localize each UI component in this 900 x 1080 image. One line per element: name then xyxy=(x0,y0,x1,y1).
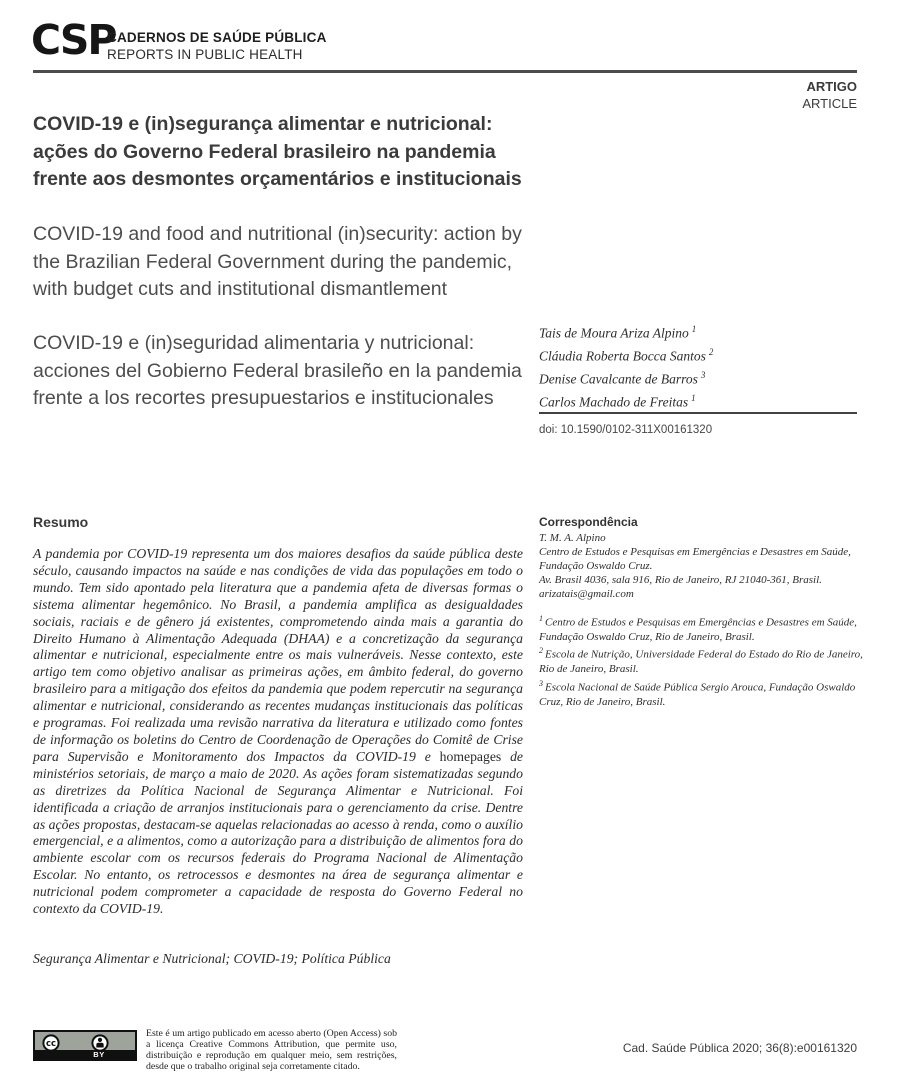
author-affiliation-ref: 2 xyxy=(708,347,714,357)
affiliation-number: 3 xyxy=(539,678,543,688)
license-statement: Este é um artigo publicado em acesso aberto (Open Access) sob a licença Creative Commons Attribution, que permite uso, distribuição e reprodução em qualquer meio, sem restrições, desde que o trabalho original seja corretamente citado. xyxy=(146,1028,397,1072)
affiliation xyxy=(539,677,865,709)
article-type-en: ARTICLE xyxy=(802,96,857,111)
author-affiliation-ref: 3 xyxy=(700,370,706,380)
abstract-foreign-word: homepages xyxy=(439,748,502,764)
abstract-text xyxy=(33,546,523,918)
author xyxy=(539,320,861,343)
author-affiliation-ref: 1 xyxy=(691,324,697,334)
article-type-pt: ARTIGO xyxy=(806,79,857,94)
correspondence-block xyxy=(539,515,865,602)
author xyxy=(539,343,861,366)
header-divider xyxy=(33,70,857,73)
affiliation-text: Escola de Nutrição, Universidade Federal do Estado do Rio de Janeiro, Rio de Janeiro, Brasil. xyxy=(539,649,863,676)
affiliation xyxy=(539,612,865,644)
author-list xyxy=(539,320,861,412)
author xyxy=(539,366,861,389)
keywords: Segurança Alimentar e Nutricional; COVID-19; Política Pública xyxy=(33,951,391,966)
badge-by-label: BY xyxy=(93,1050,105,1059)
svg-text:cc: cc xyxy=(46,1038,56,1049)
journal-names xyxy=(107,30,327,62)
correspondence-address-line: Centro de Estudos e Pesquisas em Emergências e Desastres em Saúde, Fundação Oswaldo Cruz. xyxy=(539,545,851,572)
affiliation-number: 1 xyxy=(539,614,543,623)
author xyxy=(539,389,861,412)
author-name: Denise Cavalcante de Barros xyxy=(539,371,698,387)
author-name: Cláudia Roberta Bocca Santos xyxy=(539,348,706,364)
correspondence-heading: Correspondência xyxy=(539,515,638,529)
affiliation-text: Escola Nacional de Saúde Pública Sergio Arouca, Fundação Oswaldo Cruz, Rio de Janeiro, Brasil. xyxy=(539,681,856,708)
author-name: Tais de Moura Ariza Alpino xyxy=(539,325,689,341)
title-spanish: COVID-19 e (in)seguridad alimentaria y nutricional: acciones del Gobierno Federal brasileño en la pandemia frente a los recortes presupuestarios e institucionales xyxy=(33,332,522,409)
affiliation-text: Centro de Estudos e Pesquisas em Emergências e Desastres em Saúde, Fundação Oswaldo Cruz, Rio de Janeiro, Brasil. xyxy=(539,616,857,643)
abstract-part1: A pandemia por COVID-19 representa um dos maiores desafios da saúde pública deste século, causando impactos na saúde e nas condições de vida das populações em todo o mundo. Tem sido apontado pela literatura que a pandemia afeta de diversas formas o sistema alimentar hegemônico. No Brasil, a pandemia amplifica as desigualdades sociais, raciais e de gênero já existentes, comprometendo ainda mais a garantia do Direito Humano à Alimentação Adequada (DHAA) e a concretização da segurança alimentar e nutricional, especialmente entre os mais vulneráveis. Nesse contexto, este artigo tem como objetivo analisar as primeiras ações, em âmbito federal, do governo brasileiro para a mitigação dos efeitos da pandemia que podem repercutir na segurança alimentar e nutricional, considerando as recentes mudanças institucionais das políticas e programas. Foi realizada uma revisão narrativa da literatura e utilizado como fontes de informação os boletins do Centro de Coordenação de Operações do Comitê de Crise para Supervisão e Monitoramento dos Impactos da COVID-19 e xyxy=(33,546,523,764)
author-name: Carlos Machado de Freitas xyxy=(539,394,689,410)
journal-logo: CSP xyxy=(31,16,116,64)
author-affiliation-ref: 1 xyxy=(691,393,696,403)
correspondence-email[interactable]: arizatais@gmail.com xyxy=(539,587,634,600)
correspondence-name: T. M. A. Alpino xyxy=(539,532,606,544)
article-type xyxy=(802,78,857,112)
abstract-heading: Resumo xyxy=(33,514,89,530)
doi-divider xyxy=(539,412,857,414)
affiliation-list xyxy=(539,612,865,709)
title-english: COVID-19 and food and nutritional (in)security: action by the Brazilian Federal Government during the pandemic, with budget cuts and institutional dismantlement xyxy=(33,223,522,300)
title-portuguese: COVID-19 e (in)segurança alimentar e nutricional: ações do Governo Federal brasileiro na pandemia frente aos desmontes orçamentários e institucionais xyxy=(33,113,522,190)
journal-name-en: REPORTS IN PUBLIC HEALTH xyxy=(107,47,303,62)
journal-name-pt: CADERNOS DE SAÚDE PÚBLICA xyxy=(107,30,327,45)
cc-by-license-badge[interactable] xyxy=(33,1030,137,1061)
abstract-part2: de ministérios setoriais, de março a maio de 2020. As ações foram sistematizadas segundo as diretrizes da Política Nacional de Segurança Alimentar e Nutricional. Foi identificada a criação de arranjos institucionais para o gerenciamento da crise. Dentre as ações propostas, destacam-se aquelas relacionadas ao acesso à renda, como o auxílio emergencial, e a alimentos, como a autorização para a distribuição de alimentos fora do ambiente escolar com os recursos federais do Programa Nacional de Alimentação Escolar. No entanto, os retrocessos e desmontes na área de segurança alimentar e nutricional podem comprometer a capacidade de resposta do Governo Federal no contexto da COVID-19. xyxy=(33,748,524,917)
journal-citation: Cad. Saúde Pública 2020; 36(8):e00161320 xyxy=(622,1041,857,1055)
affiliation xyxy=(539,644,865,676)
correspondence-address-line: Av. Brasil 4036, sala 916, Rio de Janeiro, RJ 21040-361, Brasil. xyxy=(539,573,822,586)
correspondence-body xyxy=(539,532,865,602)
affiliation-number: 2 xyxy=(539,646,543,656)
doi-link[interactable]: doi: 10.1590/0102-311X00161320 xyxy=(539,424,713,436)
